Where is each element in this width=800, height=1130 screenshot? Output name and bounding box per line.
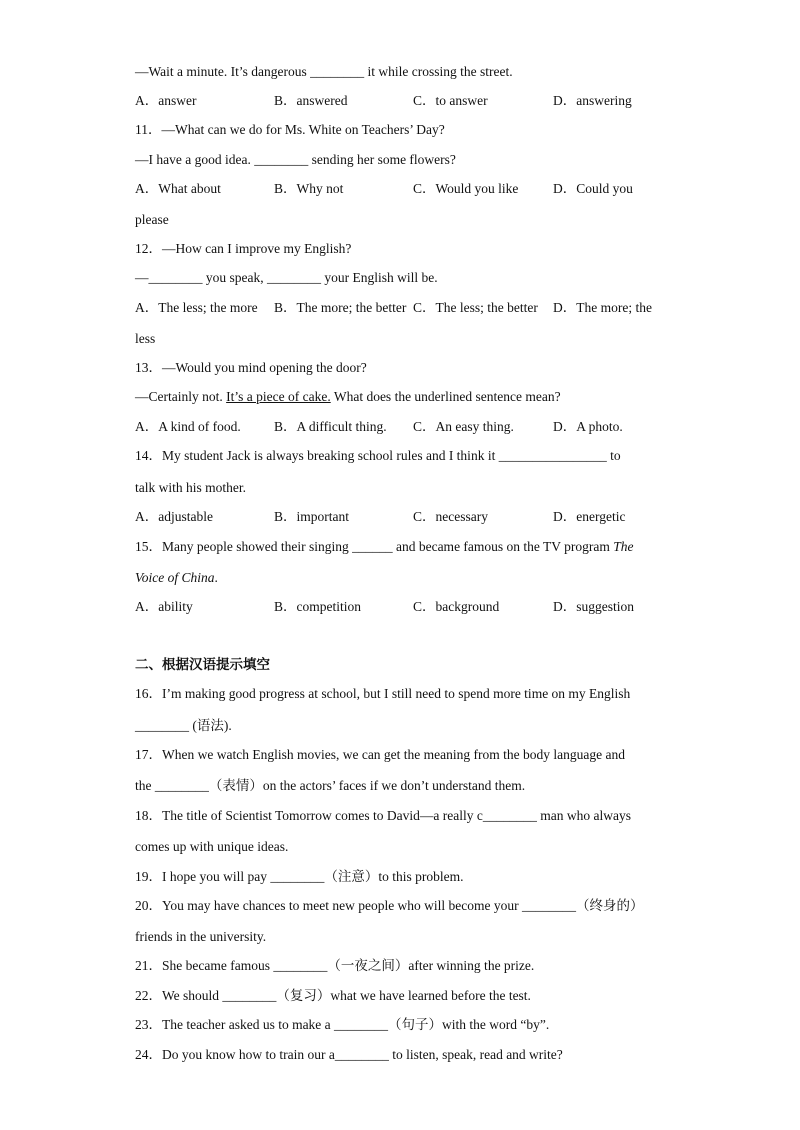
q10-option-d: D．answering [553, 93, 632, 108]
q15-option-d: D．suggestion [553, 599, 634, 614]
q11-option-a: A．What about [135, 181, 221, 196]
q21-stem: 21．She became famous ________（一夜之间）after winning the prize. [135, 958, 535, 973]
q12-option-b: B．The more; the better [274, 300, 407, 315]
q16-stem: 16．I’m making good progress at school, but I still need to spend more time on my English [135, 686, 631, 701]
q13-reply-post: What does the underlined sentence mean? [330, 389, 561, 404]
q14-option-b: B．important [274, 509, 349, 524]
q12-option-c: C．The less; the better [413, 300, 538, 315]
q11-option-b: B．Why not [274, 181, 344, 196]
q13-option-d: D．A photo. [553, 419, 623, 434]
q15-option-a: A．ability [135, 599, 193, 614]
q13-option-a: A．A kind of food. [135, 419, 241, 434]
q15-stem [135, 538, 634, 556]
q14-option-a: A．adjustable [135, 509, 213, 524]
q12-option-d: D．The more; the [553, 300, 652, 315]
q10-option-a: A．answer [135, 93, 197, 108]
q15-period: . [214, 570, 218, 585]
q15-stem-text: 15．Many people showed their singing ______ and became famous on the TV program [135, 539, 614, 554]
q24-stem: 24．Do you know how to train our a________ to listen, speak, read and write? [135, 1047, 563, 1062]
q11-reply: —I have a good idea. ________ sending her some flowers? [135, 152, 456, 167]
q12-reply: —________ you speak, ________ your English will be. [135, 270, 438, 285]
q14-stem-wrap: talk with his mother. [135, 480, 246, 495]
q13-underlined-sentence: It’s a piece of cake. [226, 389, 331, 404]
q10-option-c: C．to answer [413, 93, 488, 108]
q18-stem-wrap: comes up with unique ideas. [135, 839, 289, 854]
q13-option-b: B．A difficult thing. [274, 419, 387, 434]
q15-option-b: B．competition [274, 599, 361, 614]
q20-stem: 20．You may have chances to meet new people who will become your ________（终身的） [135, 898, 644, 913]
q11-option-d-wrap: please [135, 212, 169, 227]
q15-program-title-end: Voice of China [135, 570, 215, 585]
q12-option-d-wrap: less [135, 331, 156, 346]
q14-option-c: C．necessary [413, 509, 488, 524]
q12-stem: 12．—How can I improve my English? [135, 241, 352, 256]
q20-stem-wrap: friends in the university. [135, 929, 267, 944]
q11-option-d: D．Could you [553, 181, 633, 196]
q16-stem-wrap: ________ (语法). [135, 718, 232, 733]
q14-option-d: D．energetic [553, 509, 626, 524]
q18-stem: 18．The title of Scientist Tomorrow comes to David—a really c________ man who always [135, 808, 631, 823]
q17-stem: 17．When we watch English movies, we can get the meaning from the body language and [135, 747, 625, 762]
q10-option-b: B．answered [274, 93, 348, 108]
q13-stem: 13．—Would you mind opening the door? [135, 360, 367, 375]
q14-stem: 14．My student Jack is always breaking school rules and I think it ________________ to [135, 448, 621, 463]
q17-stem-wrap: the ________（表情）on the actors’ faces if we don’t understand them. [135, 778, 526, 793]
q11-option-c: C．Would you like [413, 181, 519, 196]
q12-option-a: A．The less; the more [135, 300, 258, 315]
q13-reply [135, 388, 561, 406]
q19-stem: 19．I hope you will pay ________（注意）to this problem. [135, 869, 464, 884]
q15-program-title-start: The [613, 539, 634, 554]
q11-stem: 11．—What can we do for Ms. White on Teachers’ Day? [135, 122, 445, 137]
q22-stem: 22．We should ________（复习）what we have learned before the test. [135, 988, 531, 1003]
q15-stem-wrap [135, 569, 218, 587]
q15-option-c: C．background [413, 599, 500, 614]
q10-line: —Wait a minute. It’s dangerous ________ it while crossing the street. [135, 64, 513, 79]
q13-option-c: C．An easy thing. [413, 419, 514, 434]
q23-stem: 23．The teacher asked us to make a ________（句子）with the word “by”. [135, 1017, 550, 1032]
section-2-heading: 二、根据汉语提示填空 [135, 657, 270, 673]
q13-reply-pre: —Certainly not. [135, 389, 227, 404]
